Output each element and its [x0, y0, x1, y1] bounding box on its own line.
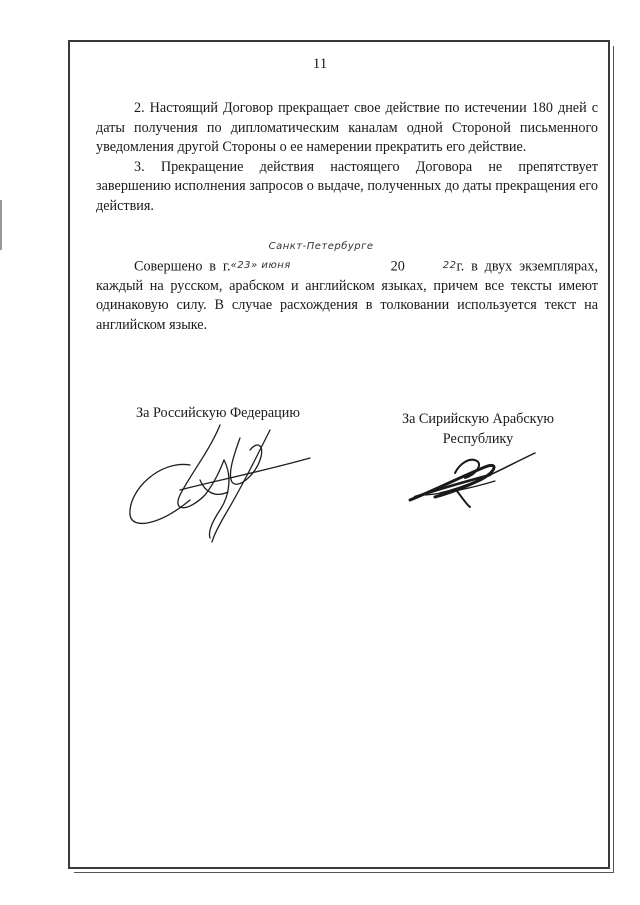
scan-edge-mark [0, 200, 2, 250]
signatory-label-russia: За Российскую Федерацию [136, 405, 300, 421]
signature-russia [120, 420, 320, 550]
signed-year: 20 [390, 258, 405, 275]
page-number: 11 [312, 56, 328, 72]
signatory-label-syria [378, 410, 578, 449]
document-body [96, 99, 598, 336]
signatory-label-syria-line2: Республику [442, 430, 514, 447]
paragraph-termination-notice: 2. Настоящий Договор прекращает свое действие по истечении 180 дней с даты получения по дипломатическим каналам одной Стороной письменного уведомления другой Стороны о ее намерении прекратить его действие. [96, 100, 598, 156]
signatory-label-syria-line1: За Сирийскую Арабскую [401, 411, 555, 427]
handwritten-place-date: Санкт-Петербурге «23» июня [230, 240, 374, 272]
handwritten-year: 22 [442, 260, 457, 272]
signature-syria [395, 445, 545, 515]
paragraph-pending-requests: 3. Прекращение действия настоящего Договора не препятствует завершению исполнения запросов о выдаче, полученных до даты прекращения его действия. [96, 158, 598, 214]
signed-suffix: г. в двух экземплярах, каждый на русском, арабском и английском языках, причем все тексты имеют одинаковую силу. В случае расхождения в толковании используется текст на английском языке. [96, 258, 598, 333]
paragraph-signed-at [96, 237, 598, 336]
signed-prefix: Совершено в г. [134, 258, 231, 275]
